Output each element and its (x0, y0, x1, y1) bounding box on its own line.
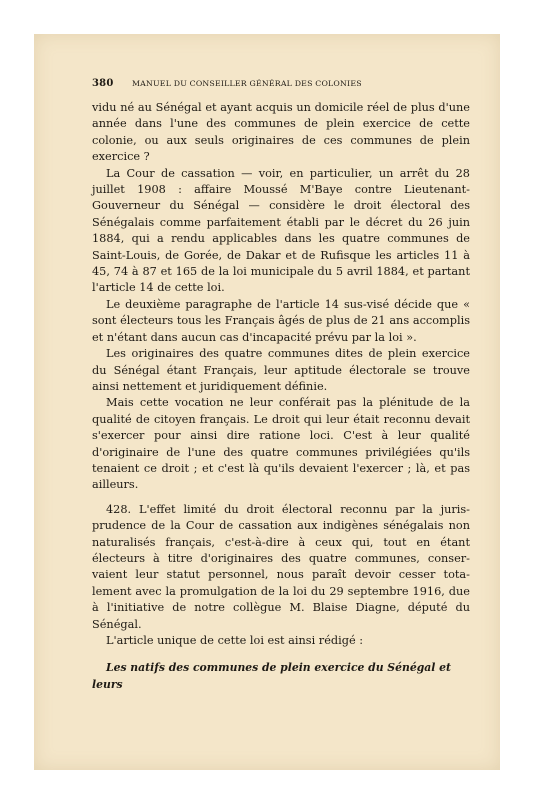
running-header (92, 78, 470, 90)
paragraph-7: L'article unique de cette loi est ainsi rédigé : (106, 634, 364, 647)
paragraph-4: Les originaires des quatre communes dites de plein exercice du Sénégal étant Français, leur aptitude électorale se trouve ainsi nettement et juridiquement définie. (92, 347, 470, 393)
paragraph-2: La Cour de cassation — voir, en particulier, un arrêt du 28 juillet 1908 : affaire Moussé M'Baye contre Lieutenant-Gouverneur du Sénégal — considère le droit électoral des Sénégalais comme parfaitement établi par le décret du 26 juin 1884, qui a rendu applicables dans les quatre communes de Saint-Louis, de Gorée, de Dakar et de Rufisque les articles 11 à 45, 74 à 87 et 165 de la loi municipale du 5 avril 1884, et partant l'article 14 de cette loi. (92, 166, 470, 295)
paragraph-1: vidu né au Sénégal et ayant acquis un domicile réel de plus d'une année dans l'une des communes de plein exercice de cette colonie, ou aux seuls originaires de ces communes de plein exercice ? (92, 101, 470, 164)
paragraph-3: Le deuxième paragraphe de l'article 14 sus-visé décide que « sont électeurs tous les Français âgés de plus de 21 ans accomplis et n'étant dans aucun cas d'incapacité prévu par la loi ». (92, 297, 470, 344)
running-title: MANUEL DU CONSEILLER GÉNÉRAL DES COLONIES (132, 79, 362, 88)
paragraph-8-quote: Les natifs des communes de plein exercice du Sénégal et leurs (92, 661, 451, 691)
paragraph-6: 428. L'effet limité du droit électoral reconnu par la juris-prudence de la Cour de cassation aux indigènes sénégalais non naturalisés français, c'est-à-dire à ceux qui, tout en étant électeurs à titre d'originaires des quatre communes, conser-vaient leur statut personnel, nous paraît devoir cesser tota-lement avec la promulgation de la loi du 29 septembre 1916, due à l'initiative de notre collègue M. Blaise Diagne, député du Sénégal. (92, 502, 470, 631)
book-page (34, 34, 500, 770)
page-number: 380 (92, 78, 114, 89)
paragraph-5: Mais cette vocation ne leur conférait pas la plénitude de la qualité de citoyen français. Le droit qui leur était reconnu devait s'exercer pour ainsi dire ratione loci. C'est à leur qualité d'originaire de l'une des quatre communes privilégiées qu'ils tenaient ce droit ; et c'est là qu'ils devaient l'exercer ; là, et pas ailleurs. (92, 396, 470, 492)
page-text (92, 78, 470, 704)
